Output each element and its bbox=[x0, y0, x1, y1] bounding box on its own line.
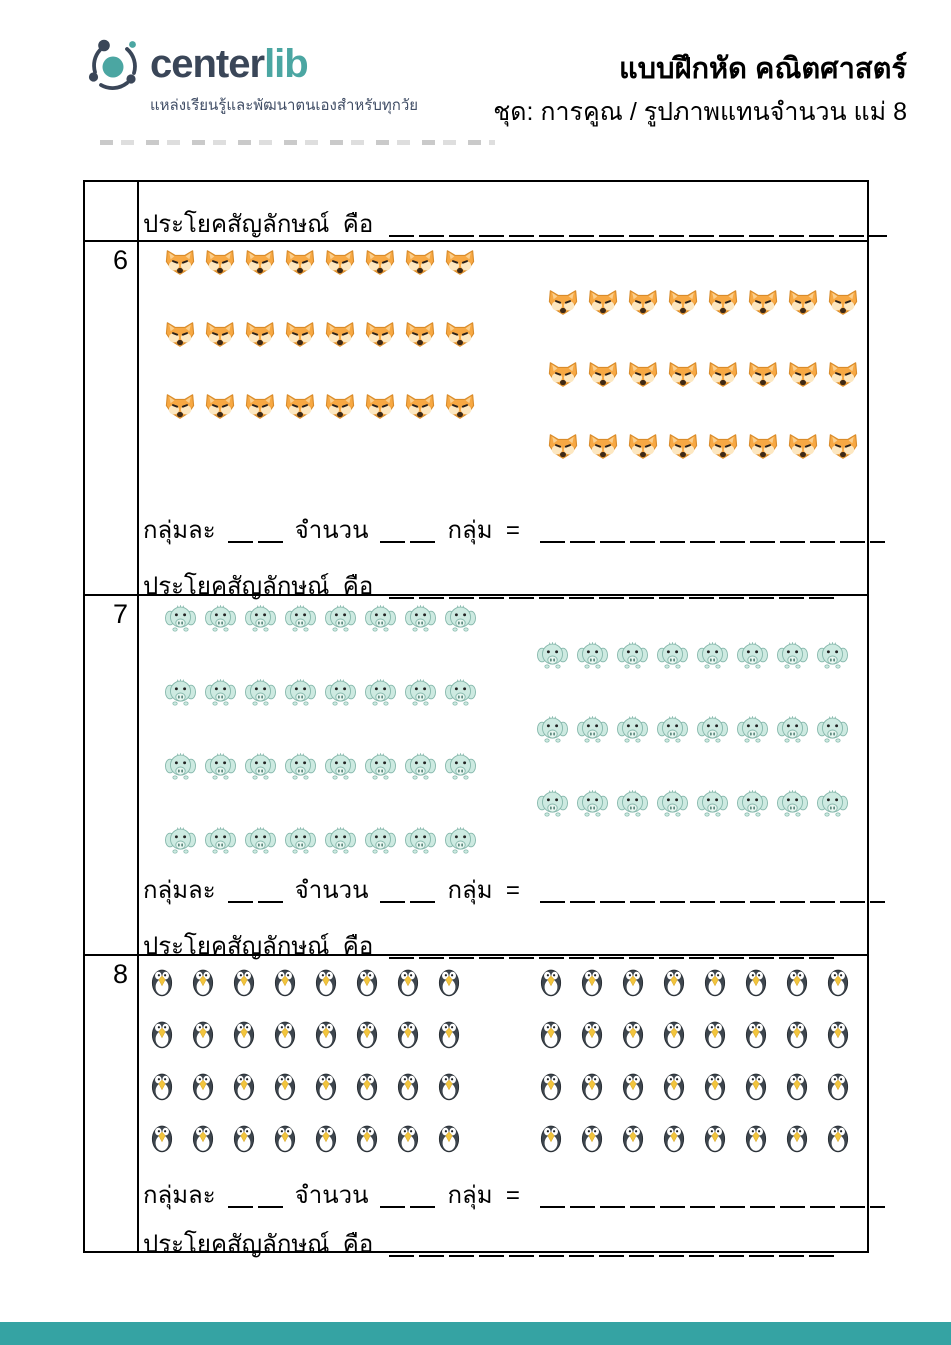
penguin-icon bbox=[315, 1019, 337, 1049]
penguin-icon bbox=[786, 1123, 808, 1153]
elephant-icon bbox=[245, 752, 276, 780]
result-blank bbox=[540, 883, 885, 903]
animal-row bbox=[165, 321, 475, 348]
penguin-icon bbox=[315, 1123, 337, 1153]
fox-icon bbox=[285, 393, 315, 420]
elephant-icon bbox=[577, 789, 608, 817]
fox-icon bbox=[748, 361, 778, 388]
penguin-icon bbox=[827, 967, 849, 997]
animal-row bbox=[548, 361, 858, 388]
fox-icon bbox=[748, 289, 778, 316]
elephant-icon bbox=[285, 604, 316, 632]
animal-group-right bbox=[537, 641, 848, 817]
penguin-icon bbox=[192, 1123, 214, 1153]
elephant-icon bbox=[245, 678, 276, 706]
group-size-label: กลุ่มละ bbox=[143, 517, 216, 544]
penguin-icon bbox=[540, 1071, 562, 1101]
penguin-icon bbox=[356, 1123, 378, 1153]
elephant-icon bbox=[325, 826, 356, 854]
sentence-line bbox=[143, 204, 899, 243]
fox-icon bbox=[788, 289, 818, 316]
penguin-icon bbox=[356, 1071, 378, 1101]
page-title: แบบฝึกหัด คณิตศาสตร์ bbox=[618, 53, 907, 85]
page-subtitle: ชุด: การคูณ / รูปภาพแทนจำนวน แม่ 8 bbox=[493, 97, 907, 126]
penguin-icon bbox=[622, 967, 644, 997]
fox-icon bbox=[205, 321, 235, 348]
animal-group-right bbox=[540, 967, 849, 1153]
animal-row bbox=[165, 678, 476, 706]
elephant-icon bbox=[657, 715, 688, 743]
fox-icon bbox=[445, 393, 475, 420]
elephant-icon bbox=[737, 789, 768, 817]
elephant-icon bbox=[205, 604, 236, 632]
worksheet-table bbox=[83, 180, 869, 1258]
elephant-icon bbox=[245, 604, 276, 632]
elephant-icon bbox=[205, 678, 236, 706]
elephant-icon bbox=[365, 826, 396, 854]
animal-row bbox=[540, 967, 849, 997]
fox-icon bbox=[668, 433, 698, 460]
elephant-icon bbox=[405, 752, 436, 780]
amount-label: จำนวน bbox=[294, 517, 369, 544]
fox-icon bbox=[325, 393, 355, 420]
fox-icon bbox=[788, 433, 818, 460]
penguin-icon bbox=[827, 1123, 849, 1153]
penguin-icon bbox=[151, 1123, 173, 1153]
fox-icon bbox=[668, 289, 698, 316]
elephant-icon bbox=[165, 678, 196, 706]
animal-row bbox=[537, 715, 848, 743]
animal-row bbox=[540, 1123, 849, 1153]
fox-icon bbox=[708, 361, 738, 388]
animal-row bbox=[151, 967, 460, 997]
elephant-icon bbox=[657, 641, 688, 669]
penguin-icon bbox=[704, 967, 726, 997]
groups-equals-label: กลุ่ม = bbox=[447, 1182, 520, 1209]
fox-icon bbox=[548, 361, 578, 388]
fox-icon bbox=[325, 321, 355, 348]
fox-icon bbox=[165, 321, 195, 348]
amount-label: จำนวน bbox=[294, 877, 369, 904]
group-count-line bbox=[143, 1175, 897, 1214]
elephant-icon bbox=[777, 641, 808, 669]
sentence-label: ประโยคสัญลักษณ์ คือ bbox=[143, 1231, 374, 1258]
elephant-icon bbox=[817, 789, 848, 817]
penguin-icon bbox=[745, 1019, 767, 1049]
penguin-icon bbox=[622, 1123, 644, 1153]
elephant-icon bbox=[777, 715, 808, 743]
animal-row bbox=[537, 641, 848, 669]
penguin-icon bbox=[438, 1019, 460, 1049]
group-count-line bbox=[143, 510, 897, 549]
elephant-icon bbox=[405, 678, 436, 706]
penguin-icon bbox=[438, 1123, 460, 1153]
penguin-icon bbox=[151, 1071, 173, 1101]
elephant-icon bbox=[617, 641, 648, 669]
fox-icon bbox=[628, 433, 658, 460]
penguin-icon bbox=[192, 967, 214, 997]
penguin-icon bbox=[704, 1071, 726, 1101]
elephant-icon bbox=[737, 715, 768, 743]
penguin-icon bbox=[274, 967, 296, 997]
fox-icon bbox=[165, 249, 195, 276]
elephant-icon bbox=[617, 789, 648, 817]
animal-group-left bbox=[151, 967, 460, 1153]
centerlib-logo-icon bbox=[86, 36, 142, 94]
clipped-text-remnant bbox=[100, 140, 495, 145]
animal-row bbox=[165, 393, 475, 420]
elephant-icon bbox=[365, 752, 396, 780]
penguin-icon bbox=[745, 1123, 767, 1153]
fox-icon bbox=[548, 433, 578, 460]
footer-bar bbox=[0, 1322, 951, 1345]
elephant-icon bbox=[405, 604, 436, 632]
animal-row bbox=[165, 826, 476, 854]
logo-text-block bbox=[150, 36, 418, 117]
penguin-icon bbox=[745, 1071, 767, 1101]
fox-icon bbox=[405, 249, 435, 276]
animal-row bbox=[165, 249, 475, 276]
penguin-icon bbox=[274, 1071, 296, 1101]
group-count-blank bbox=[380, 1188, 435, 1208]
penguin-icon bbox=[233, 967, 255, 997]
fox-icon bbox=[405, 321, 435, 348]
elephant-icon bbox=[165, 752, 196, 780]
animal-row bbox=[548, 289, 858, 316]
penguin-icon bbox=[233, 1071, 255, 1101]
penguin-icon bbox=[192, 1019, 214, 1049]
penguin-icon bbox=[151, 1019, 173, 1049]
penguin-icon bbox=[540, 1019, 562, 1049]
elephant-icon bbox=[697, 641, 728, 669]
elephant-icon bbox=[285, 826, 316, 854]
animal-row bbox=[540, 1071, 849, 1101]
elephant-icon bbox=[537, 715, 568, 743]
penguin-icon bbox=[192, 1071, 214, 1101]
penguin-icon bbox=[540, 1123, 562, 1153]
elephant-icon bbox=[285, 678, 316, 706]
exercise-row-8 bbox=[85, 954, 867, 1258]
elephant-icon bbox=[205, 826, 236, 854]
question-number: 8 bbox=[85, 956, 139, 1251]
penguin-icon bbox=[315, 1071, 337, 1101]
question-content-cell bbox=[139, 182, 867, 240]
fox-icon bbox=[445, 321, 475, 348]
animal-row bbox=[540, 1019, 849, 1049]
question-number-cell bbox=[85, 182, 139, 240]
question-content-cell bbox=[139, 242, 867, 600]
elephant-icon bbox=[285, 752, 316, 780]
penguin-icon bbox=[397, 967, 419, 997]
penguin-icon bbox=[233, 1019, 255, 1049]
partial-question-row bbox=[85, 182, 867, 240]
sentence-label: ประโยคสัญลักษณ์ คือ bbox=[143, 573, 374, 600]
group-size-blank bbox=[228, 523, 283, 543]
penguin-icon bbox=[786, 967, 808, 997]
result-blank bbox=[540, 1188, 885, 1208]
fox-icon bbox=[668, 361, 698, 388]
elephant-icon bbox=[617, 715, 648, 743]
group-size-label: กลุ่มละ bbox=[143, 1182, 216, 1209]
animal-group-right bbox=[548, 289, 858, 460]
penguin-icon bbox=[745, 967, 767, 997]
exercise-row-7 bbox=[85, 594, 867, 960]
groups-equals-label: กลุ่ม = bbox=[447, 517, 520, 544]
brand-tagline: แหล่งเรียนรู้และพัฒนาตนเองสำหรับทุกวัย bbox=[150, 97, 419, 114]
fox-icon bbox=[285, 321, 315, 348]
elephant-icon bbox=[405, 826, 436, 854]
penguin-icon bbox=[827, 1019, 849, 1049]
animal-row bbox=[151, 1123, 460, 1153]
animal-row bbox=[165, 752, 476, 780]
penguin-icon bbox=[397, 1071, 419, 1101]
penguin-icon bbox=[786, 1019, 808, 1049]
fox-icon bbox=[788, 361, 818, 388]
group-count-blank bbox=[380, 883, 435, 903]
fox-icon bbox=[548, 289, 578, 316]
header-titles bbox=[493, 52, 907, 132]
fox-icon bbox=[165, 393, 195, 420]
penguin-icon bbox=[581, 1071, 603, 1101]
group-count-blank bbox=[380, 523, 435, 543]
fox-icon bbox=[445, 249, 475, 276]
elephant-icon bbox=[365, 604, 396, 632]
penguin-icon bbox=[786, 1071, 808, 1101]
penguin-icon bbox=[581, 967, 603, 997]
elephant-icon bbox=[697, 715, 728, 743]
question-content-cell bbox=[139, 596, 867, 960]
fox-icon bbox=[365, 393, 395, 420]
result-blank bbox=[540, 523, 885, 543]
penguin-icon bbox=[397, 1123, 419, 1153]
penguin-icon bbox=[356, 1019, 378, 1049]
elephant-icon bbox=[325, 604, 356, 632]
elephant-icon bbox=[325, 752, 356, 780]
penguin-icon bbox=[233, 1123, 255, 1153]
elephant-icon bbox=[657, 789, 688, 817]
elephant-icon bbox=[325, 678, 356, 706]
brand-name-secondary: lib bbox=[264, 42, 308, 86]
penguin-icon bbox=[663, 967, 685, 997]
animal-row bbox=[548, 433, 858, 460]
fox-icon bbox=[285, 249, 315, 276]
fox-icon bbox=[245, 321, 275, 348]
group-size-label: กลุ่มละ bbox=[143, 877, 216, 904]
penguin-icon bbox=[663, 1123, 685, 1153]
fox-icon bbox=[828, 289, 858, 316]
sentence-label: ประโยคสัญลักษณ์ คือ bbox=[143, 933, 374, 960]
elephant-icon bbox=[817, 641, 848, 669]
animal-row bbox=[537, 789, 848, 817]
fox-icon bbox=[628, 361, 658, 388]
question-content-cell bbox=[139, 956, 867, 1258]
elephant-icon bbox=[737, 641, 768, 669]
animal-row bbox=[165, 604, 476, 632]
elephant-icon bbox=[365, 678, 396, 706]
penguin-icon bbox=[438, 967, 460, 997]
fox-icon bbox=[325, 249, 355, 276]
sentence-blank bbox=[389, 1237, 834, 1257]
question-number: 7 bbox=[85, 596, 139, 954]
group-size-blank bbox=[228, 1188, 283, 1208]
penguin-icon bbox=[622, 1071, 644, 1101]
brand-name bbox=[150, 44, 418, 84]
elephant-icon bbox=[445, 604, 476, 632]
elephant-icon bbox=[697, 789, 728, 817]
sentence-blank bbox=[389, 217, 887, 237]
fox-icon bbox=[365, 321, 395, 348]
elephant-icon bbox=[537, 641, 568, 669]
penguin-icon bbox=[663, 1019, 685, 1049]
penguin-icon bbox=[622, 1019, 644, 1049]
group-size-blank bbox=[228, 883, 283, 903]
groups-equals-label: กลุ่ม = bbox=[447, 877, 520, 904]
penguin-icon bbox=[397, 1019, 419, 1049]
fox-icon bbox=[245, 393, 275, 420]
elephant-icon bbox=[445, 752, 476, 780]
elephant-icon bbox=[165, 604, 196, 632]
exercise-row-6 bbox=[85, 240, 867, 600]
fox-icon bbox=[828, 433, 858, 460]
penguin-icon bbox=[438, 1071, 460, 1101]
elephant-icon bbox=[445, 678, 476, 706]
fox-icon bbox=[708, 289, 738, 316]
penguin-icon bbox=[581, 1123, 603, 1153]
group-count-line bbox=[143, 870, 897, 909]
penguin-icon bbox=[274, 1123, 296, 1153]
sentence-line bbox=[143, 1224, 846, 1263]
elephant-icon bbox=[245, 826, 276, 854]
elephant-icon bbox=[445, 826, 476, 854]
fox-icon bbox=[205, 249, 235, 276]
penguin-icon bbox=[663, 1071, 685, 1101]
animal-row bbox=[151, 1071, 460, 1101]
penguin-icon bbox=[356, 967, 378, 997]
elephant-icon bbox=[165, 826, 196, 854]
penguin-icon bbox=[704, 1019, 726, 1049]
fox-icon bbox=[588, 361, 618, 388]
fox-icon bbox=[365, 249, 395, 276]
penguin-icon bbox=[581, 1019, 603, 1049]
fox-icon bbox=[245, 249, 275, 276]
elephant-icon bbox=[777, 789, 808, 817]
penguin-icon bbox=[315, 967, 337, 997]
fox-icon bbox=[628, 289, 658, 316]
penguin-icon bbox=[151, 967, 173, 997]
fox-icon bbox=[205, 393, 235, 420]
fox-icon bbox=[708, 433, 738, 460]
penguin-icon bbox=[827, 1071, 849, 1101]
elephant-icon bbox=[817, 715, 848, 743]
penguin-icon bbox=[704, 1123, 726, 1153]
question-number: 6 bbox=[85, 242, 139, 594]
amount-label: จำนวน bbox=[294, 1182, 369, 1209]
fox-icon bbox=[588, 433, 618, 460]
elephant-icon bbox=[577, 715, 608, 743]
penguin-icon bbox=[274, 1019, 296, 1049]
elephant-icon bbox=[205, 752, 236, 780]
fox-icon bbox=[405, 393, 435, 420]
fox-icon bbox=[828, 361, 858, 388]
animal-group-left bbox=[165, 604, 476, 854]
animal-group-left bbox=[165, 249, 475, 420]
fox-icon bbox=[748, 433, 778, 460]
elephant-icon bbox=[577, 641, 608, 669]
animal-row bbox=[151, 1019, 460, 1049]
penguin-icon bbox=[540, 967, 562, 997]
fox-icon bbox=[588, 289, 618, 316]
elephant-icon bbox=[537, 789, 568, 817]
sentence-label: ประโยคสัญลักษณ์ คือ bbox=[143, 211, 374, 238]
centerlib-logo bbox=[86, 36, 418, 117]
brand-name-primary: center bbox=[150, 42, 265, 86]
